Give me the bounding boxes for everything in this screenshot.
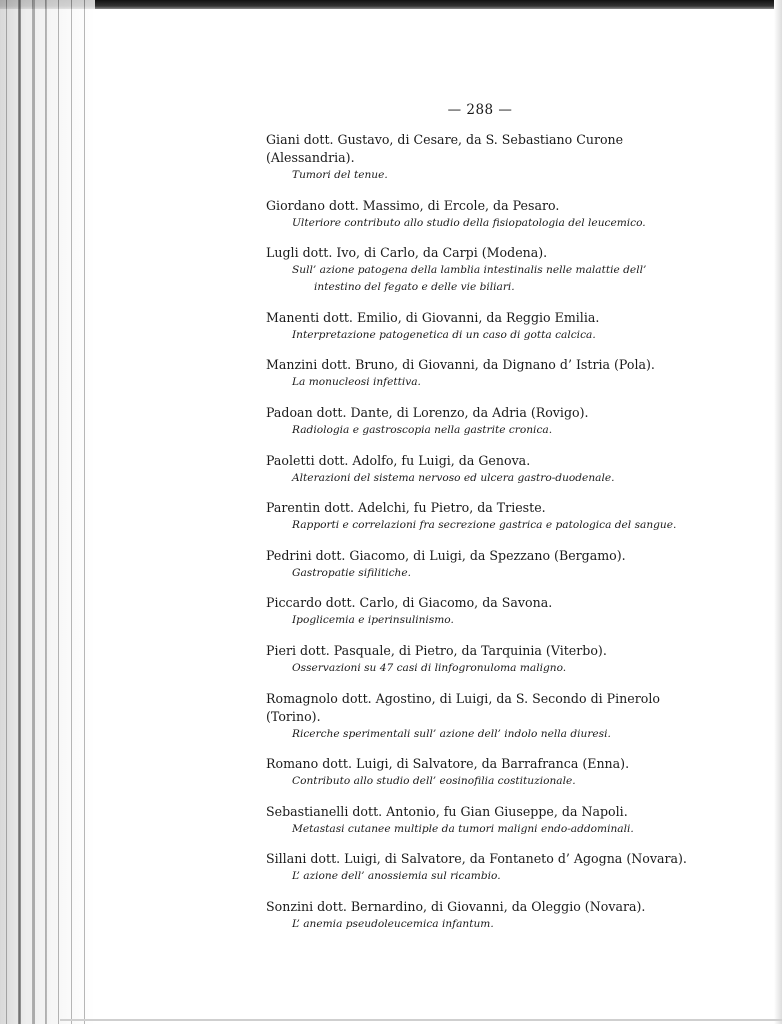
list-item xyxy=(266,594,694,629)
entry-author: Lugli dott. Ivo, di Carlo, da Carpi (Modena). xyxy=(266,245,548,261)
entry-author: Pieri dott. Pasquale, di Pietro, da Tarquinia (Viterbo). xyxy=(266,642,607,658)
entry-title: Gastropatie sifilitiche. xyxy=(292,566,411,579)
list-item xyxy=(266,197,694,232)
entry-title: Radiologia e gastroscopia nella gastrite cronica. xyxy=(292,423,553,436)
entry-author: Parentin dott. Adelchi, fu Pietro, da Trieste. xyxy=(266,500,546,516)
list-item xyxy=(266,309,694,344)
scan-right-edge xyxy=(774,0,782,1024)
entry-title: Sull’ azione patogena della lamblia intestinalis nelle malattie dell’ intestino del fegato e delle vie biliari. xyxy=(292,264,647,294)
entry-author: Giani dott. Gustavo, di Cesare, da S. Sebastiano Curone (Alessandria). xyxy=(266,132,624,165)
entry-title: Ipoglicemia e iperinsulinismo. xyxy=(292,614,454,627)
list-item xyxy=(266,244,694,296)
scan-top-edge xyxy=(0,0,782,9)
entry-title: Ricerche sperimentali sull’ azione dell’ indolo nella diuresi. xyxy=(292,727,611,740)
entry-author: Paoletti dott. Adolfo, fu Luigi, da Genova. xyxy=(266,452,531,468)
entry-author: Sillani dott. Luigi, di Salvatore, da Fontaneto d’ Agogna (Novara). xyxy=(266,851,687,867)
entry-title: L’ anemia pseudoleucemica infantum. xyxy=(292,917,494,930)
entry-title: Interpretazione patogenetica di un caso di gotta calcica. xyxy=(292,328,596,341)
list-item xyxy=(266,452,694,487)
list-item xyxy=(266,898,694,933)
entry-author: Romano dott. Luigi, di Salvatore, da Barrafranca (Enna). xyxy=(266,756,630,772)
list-item xyxy=(266,356,694,391)
entry-title: Alterazioni del sistema nervoso ed ulcera gastro-duodenale. xyxy=(292,471,615,484)
entry-author: Piccardo dott. Carlo, di Giacomo, da Savona. xyxy=(266,595,553,611)
entry-author: Padoan dott. Dante, di Lorenzo, da Adria (Rovigo). xyxy=(266,404,589,420)
list-item xyxy=(266,850,694,885)
entry-author: Giordano dott. Massimo, di Ercole, da Pesaro. xyxy=(266,197,560,213)
entry-author: Sonzini dott. Bernardino, di Giovanni, da Oleggio (Novara). xyxy=(266,898,646,914)
entry-author: Manenti dott. Emilio, di Giovanni, da Reggio Emilia. xyxy=(266,309,600,325)
book-binding-edge xyxy=(0,0,95,1024)
list-item xyxy=(266,404,694,439)
page-number: — 288 — xyxy=(447,102,513,118)
binding-line xyxy=(18,0,21,1024)
list-item xyxy=(266,499,694,534)
entry-title: L’ azione dell’ anossiemia sul ricambio. xyxy=(292,870,501,883)
list-item xyxy=(266,547,694,582)
binding-line xyxy=(46,0,47,1024)
list-item xyxy=(266,690,694,743)
entry-author: Manzini dott. Bruno, di Giovanni, da Dignano d’ Istria (Pola). xyxy=(266,357,655,373)
entry-title: Metastasi cutanee multiple da tumori maligni endo-addominali. xyxy=(292,822,634,835)
entry-title: Rapporti e correlazioni fra secrezione gastrica e patologica del sangue. xyxy=(292,519,677,532)
binding-line xyxy=(33,0,35,1024)
entry-title: Tumori del tenue. xyxy=(292,169,388,181)
list-item xyxy=(266,131,694,184)
entry-title: Ulteriore contributo allo studio della fisiopatologia del leucemico. xyxy=(292,216,646,229)
entry-author: Romagnolo dott. Agostino, di Luigi, da S. Secondo di Pinerolo (Torino). xyxy=(266,690,660,724)
list-item xyxy=(266,755,694,790)
scan-bottom-edge xyxy=(60,1019,782,1021)
entry-title: La monucleosi infettiva. xyxy=(292,376,421,389)
list-item xyxy=(266,642,694,677)
entry-list xyxy=(266,131,694,946)
list-item xyxy=(266,803,694,838)
entry-title: Contributo allo studio dell’ eosinofilia costituzionale. xyxy=(292,775,576,788)
entry-author: Sebastianelli dott. Antonio, fu Gian Giuseppe, da Napoli. xyxy=(266,803,628,819)
entry-author: Pedrini dott. Giacomo, di Luigi, da Spezzano (Bergamo). xyxy=(266,547,626,563)
entry-title: Osservazioni su 47 casi di linfogronuloma maligno. xyxy=(292,661,567,674)
